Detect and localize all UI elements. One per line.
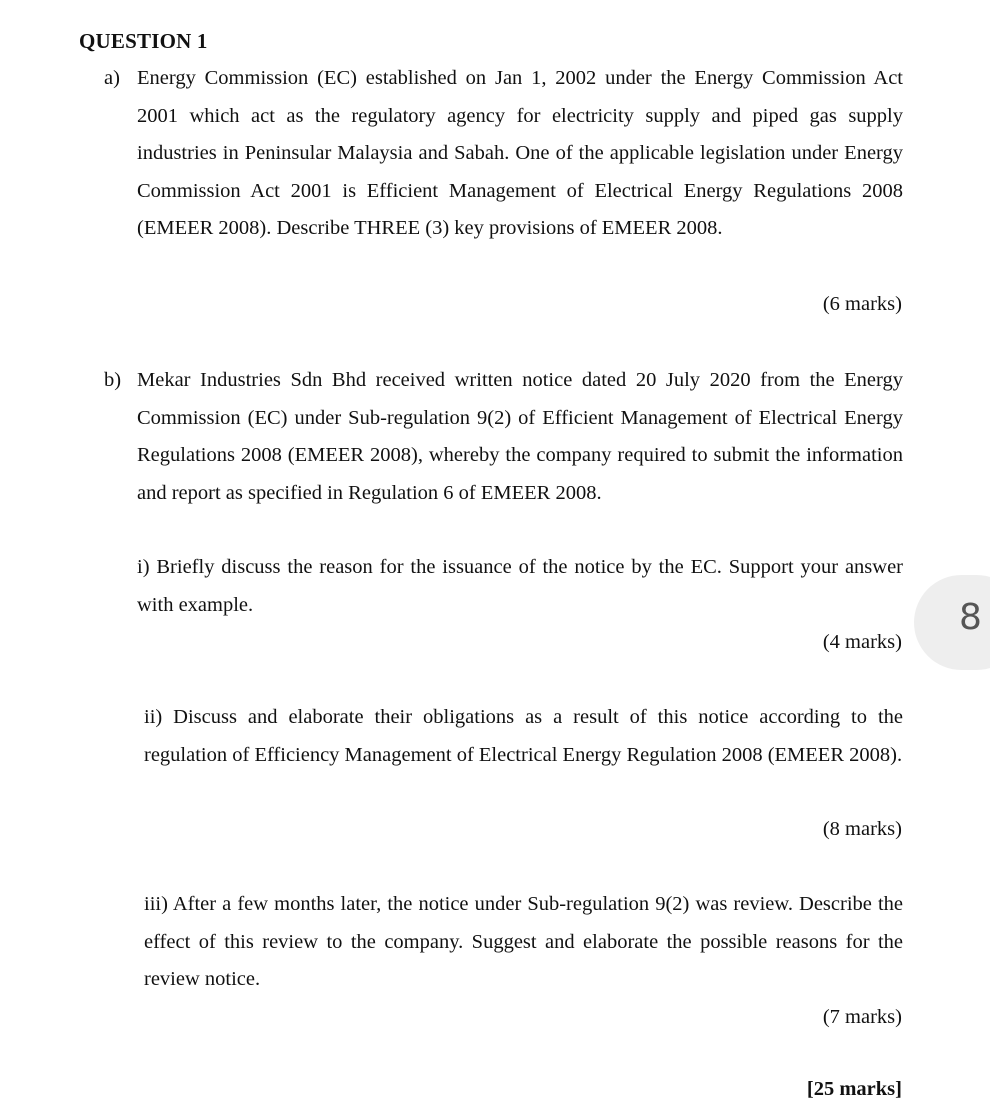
- part-b: [104, 362, 903, 512]
- part-a-text: Energy Commission (EC) established on Jan 1, 2002 under the Energy Commission Act 2001 which act as the regulatory agency for electricity supply and piped gas supply industries in Peninsular Malaysia and Sabah. One of the applicable legislation under Energy Commission Act 2001 is Efficient Management of Electrical Energy Regulations 2008 (EMEER 2008). Describe THREE (3) key provisions of EMEER 2008.: [137, 67, 903, 240]
- part-b-sub-ii-marks: (8 marks): [822, 818, 902, 840]
- part-b-sub-iii-text: iii) After a few months later, the notice under Sub-regulation 9(2) was review. Describe the effect of this review to the company. Suggest and elaborate the possible reasons for the review notice.: [144, 893, 903, 991]
- total-marks: [25 marks]: [806, 1078, 902, 1100]
- part-b-sub-i-marks: (4 marks): [822, 631, 902, 653]
- part-a: [104, 60, 903, 248]
- part-b-sub-i-text: i) Briefly discuss the reason for the issuance of the notice by the EC. Support your answer with example.: [137, 556, 903, 616]
- part-b-label: b): [104, 369, 122, 391]
- question-title: QUESTION 1: [79, 29, 208, 53]
- part-a-label: a): [104, 67, 120, 89]
- part-a-marks: (6 marks): [822, 293, 902, 315]
- part-b-sub-iii-marks: (7 marks): [822, 1006, 902, 1028]
- part-b-text: Mekar Industries Sdn Bhd received written notice dated 20 July 2020 from the Energy Commission (EC) under Sub-regulation 9(2) of Efficient Management of Electrical Energy Regulations 2008 (EMEER 2008), whereby the company required to submit the information and report as specified in Regulation 6 of EMEER 2008.: [137, 369, 903, 504]
- page-number: 8: [959, 597, 982, 638]
- page-number-badge[interactable]: [914, 575, 990, 670]
- part-b-sub-ii-text: ii) Discuss and elaborate their obligations as a result of this notice according to the regulation of Efficiency Management of Electrical Energy Regulation 2008 (EMEER 2008).: [144, 706, 903, 766]
